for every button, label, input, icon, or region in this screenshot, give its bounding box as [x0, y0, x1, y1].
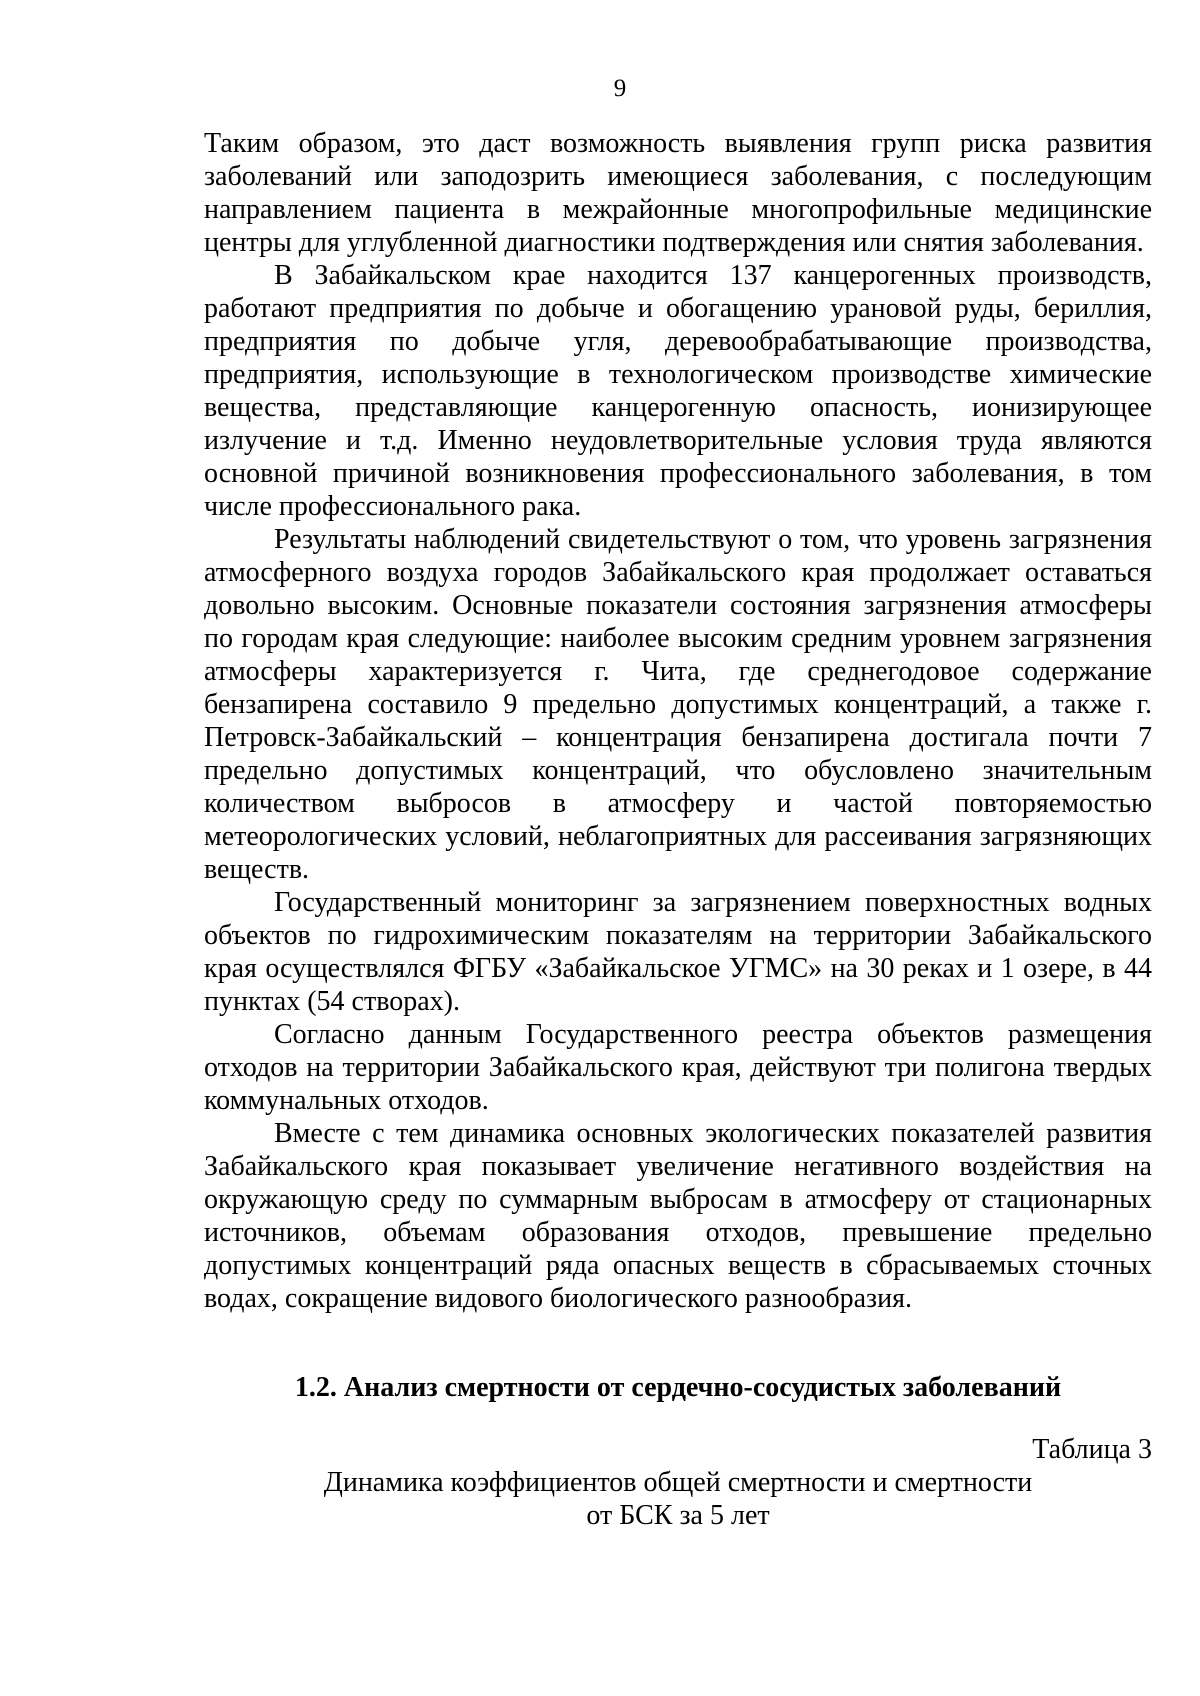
- table-caption-line-1: Динамика коэффициентов общей смертности и смертности: [323, 1467, 1033, 1498]
- paragraph-ecological-dynamics: Вместе с тем динамика основных экологических показателей развития Забайкальского края показывает увеличение негативного воздействия на окружающую среду по суммарным выбросам в атмосферу от стационарных источников, объемам образования отходов, превышение предельно допустимых концентраций ряда опасных веществ в сбрасываемых сточных водах, сокращение видового биологического разнообразия.: [204, 1118, 1152, 1314]
- paragraph-carcinogenic-production: В Забайкальском крае находится 137 канцерогенных производств, работают предприятия по добыче и обогащению урановой руды, бериллия, предприятия по добыче угля, деревообрабатывающие производства, предприятия, использующие в технологическом производстве химические вещества, представляющие канцерогенную опасность, ионизирующее излучение и т.д. Именно неудовлетворительные условия труда являются основной причиной возникновения профессионального заболевания, в том числе профессионального рака.: [204, 260, 1152, 522]
- page-number: 9: [613, 75, 627, 102]
- paragraph-water-monitoring: Государственный мониторинг за загрязнением поверхностных водных объектов по гидрохимическим показателям на территории Забайкальского края осуществлялся ФГБУ «Забайкальское УГМС» на 30 реках и 1 озере, в 44 пунктах (54 створах).: [204, 887, 1152, 1017]
- table-caption-line-2: от БСК за 5 лет: [586, 1500, 770, 1531]
- paragraph-risk-groups: Таким образом, это даст возможность выявления групп риска развития заболеваний или заподозрить имеющиеся заболевания, с последующим направлением пациента в межрайонные многопрофильные медицинские центры для углубленной диагностики подтверждения или снятия заболевания.: [204, 128, 1152, 258]
- paragraph-air-pollution: Результаты наблюдений свидетельствуют о том, что уровень загрязнения атмосферного воздуха городов Забайкальского края продолжает оставаться довольно высоким. Основные показатели состояния загрязнения атмосферы по городам края следующие: наиболее высоким средним уровнем загрязнения атмосферы характеризуется г. Чита, где среднегодовое содержание бензапирена составило 9 предельно допустимых концентраций, а также г. Петровск-Забайкальский – концентрация бензапирена достигала почти 7 предельно допустимых концентраций, что обусловлено значительным количеством выбросов в атмосферу и частой повторяемостью метеорологических условий, неблагоприятных для рассеивания загрязняющих веществ.: [204, 524, 1152, 885]
- body-text: [204, 127, 1152, 1315]
- table-label: Таблица 3: [1032, 1434, 1152, 1465]
- table-caption: [204, 1466, 1152, 1532]
- section-heading: 1.2. Анализ смертности от сердечно-сосудистых заболеваний: [294, 1372, 1062, 1403]
- paragraph-waste-landfills: Согласно данным Государственного реестра объектов размещения отходов на территории Забайкальского края, действуют три полигона твердых коммунальных отходов.: [204, 1019, 1152, 1116]
